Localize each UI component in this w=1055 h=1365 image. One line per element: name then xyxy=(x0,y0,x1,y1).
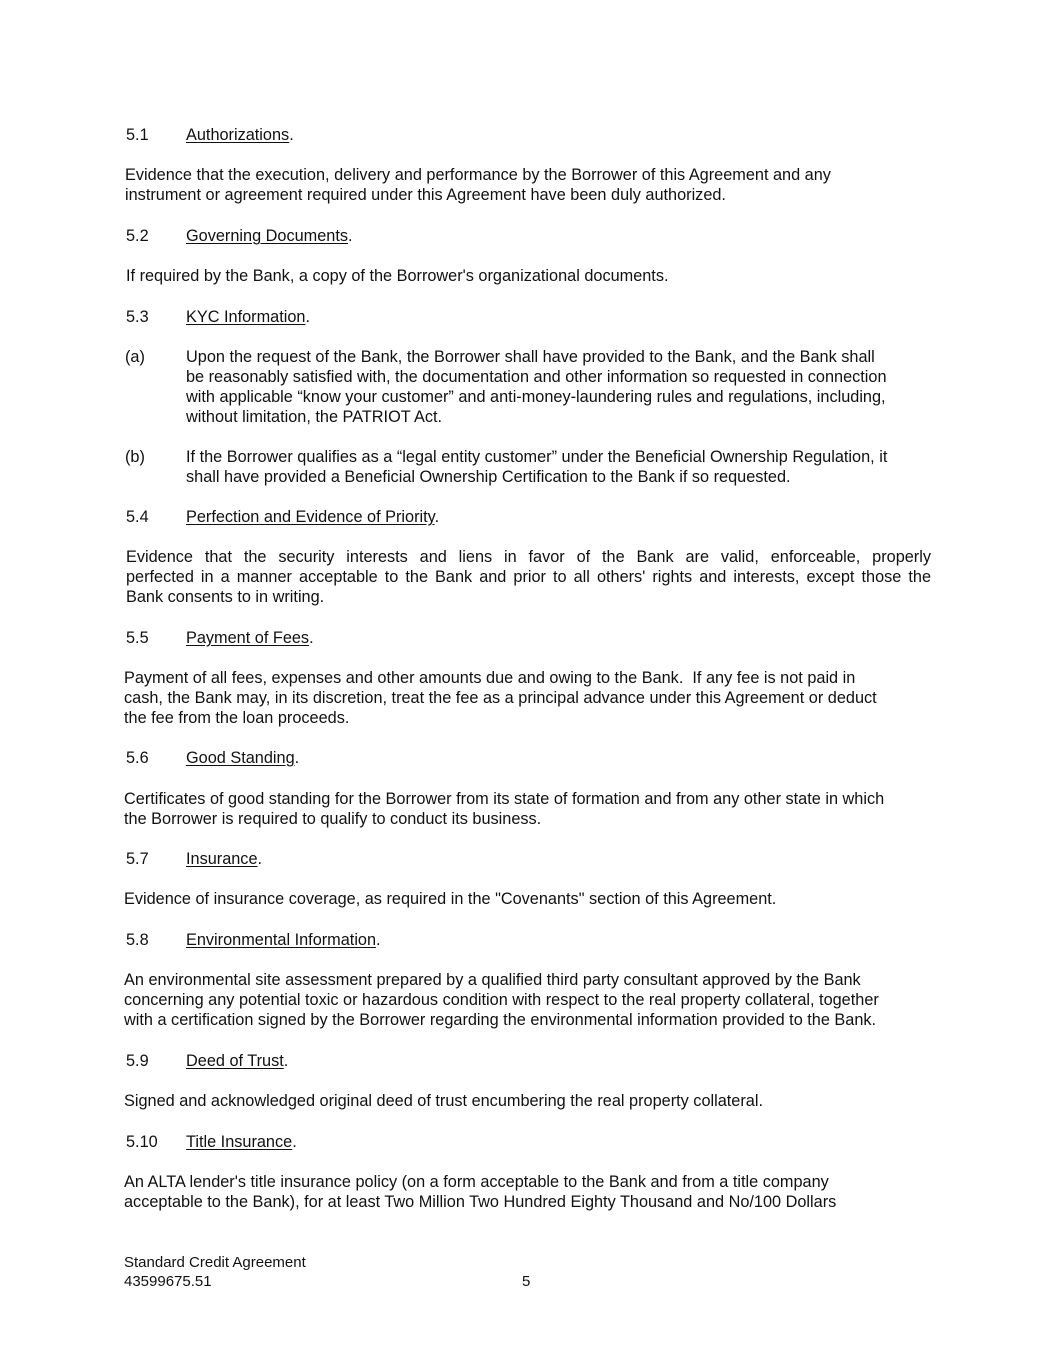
section-number: 5.5 xyxy=(126,629,149,647)
section-heading: Perfection and Evidence of Priority. xyxy=(186,508,440,526)
page-number: 5 xyxy=(522,1273,531,1290)
section-body: Evidence that the security interests and liens in favor of the Bank are valid, enforceable, properly perfected in a manner acceptable to the Bank and prior to all others' rights and interests, except those the Bank consents to in writing. xyxy=(126,548,931,606)
section-body: Evidence of insurance coverage, as required in the "Covenants" section of this Agreement. xyxy=(124,890,777,908)
section-heading: Insurance. xyxy=(186,850,263,868)
section-title: Insurance xyxy=(186,850,258,868)
list-item-label: (b) xyxy=(125,448,145,466)
section-heading: Authorizations. xyxy=(186,126,294,144)
section-title: KYC Information xyxy=(186,308,306,326)
section-number: 5.9 xyxy=(126,1052,149,1070)
section-title: Deed of Trust xyxy=(186,1052,284,1070)
section-body: Certificates of good standing for the Borrower from its state of formation and from any other state in which the Borrower is required to qualify to conduct its business. xyxy=(124,790,885,828)
section-body: An environmental site assessment prepared by a qualified third party consultant approved by the Bank concerning any potential toxic or hazardous condition with respect to the real property collateral, together with a certification signed by the Borrower regarding the environmental information provided to the Bank. xyxy=(124,971,879,1029)
section-body: Payment of all fees, expenses and other amounts due and owing to the Bank. If any fee is not paid in cash, the Bank may, in its discretion, treat the fee as a principal advance under this Agreement or deduct the fee from the loan proceeds. xyxy=(124,669,877,727)
section-heading: Governing Documents. xyxy=(186,227,353,245)
section-title: Governing Documents xyxy=(186,227,348,245)
section-number: 5.10 xyxy=(126,1133,158,1151)
footer-document-id: 43599675.51 xyxy=(124,1273,212,1290)
section-title: Perfection and Evidence of Priority xyxy=(186,508,435,526)
section-body: If required by the Bank, a copy of the Borrower's organizational documents. xyxy=(126,267,669,285)
section-number: 5.2 xyxy=(126,227,149,245)
section-heading: Title Insurance. xyxy=(186,1133,297,1151)
section-heading: Good Standing. xyxy=(186,749,300,767)
section-number: 5.4 xyxy=(126,508,149,526)
footer-document-name: Standard Credit Agreement xyxy=(124,1254,306,1271)
section-number: 5.3 xyxy=(126,308,149,326)
list-item-text: Upon the request of the Bank, the Borrower shall have provided to the Bank, and the Bank shall be reasonably satisfied with, the documentation and other information so requested in connection with applicable “know your customer” and anti-money-laundering rules and regulations, including, without limitation, the PATRIOT Act. xyxy=(186,348,887,426)
section-heading: Environmental Information. xyxy=(186,931,381,949)
section-title: Good Standing xyxy=(186,749,295,767)
section-number: 5.6 xyxy=(126,749,149,767)
section-title: Environmental Information xyxy=(186,931,377,949)
section-heading: KYC Information. xyxy=(186,308,310,326)
section-body: Signed and acknowledged original deed of trust encumbering the real property collateral. xyxy=(124,1092,763,1110)
section-title: Authorizations xyxy=(186,126,290,144)
section-title: Title Insurance xyxy=(186,1133,293,1151)
list-item-label: (a) xyxy=(125,348,145,366)
section-number: 5.1 xyxy=(126,126,149,144)
section-heading: Payment of Fees. xyxy=(186,629,314,647)
section-number: 5.8 xyxy=(126,931,149,949)
section-number: 5.7 xyxy=(126,850,149,868)
section-title: Payment of Fees xyxy=(186,629,310,647)
section-body: An ALTA lender's title insurance policy (on a form acceptable to the Bank and from a title company acceptable to the Bank), for at least Two Million Two Hundred Eighty Thousand and No/100 Dollars xyxy=(124,1173,837,1211)
section-body: Evidence that the execution, delivery and performance by the Borrower of this Agreement and any instrument or agreement required under this Agreement have been duly authorized. xyxy=(125,166,831,204)
section-heading: Deed of Trust. xyxy=(186,1052,289,1070)
list-item-text: If the Borrower qualifies as a “legal entity customer” under the Beneficial Ownership Regulation, it shall have provided a Beneficial Ownership Certification to the Bank if so requested. xyxy=(186,448,888,486)
